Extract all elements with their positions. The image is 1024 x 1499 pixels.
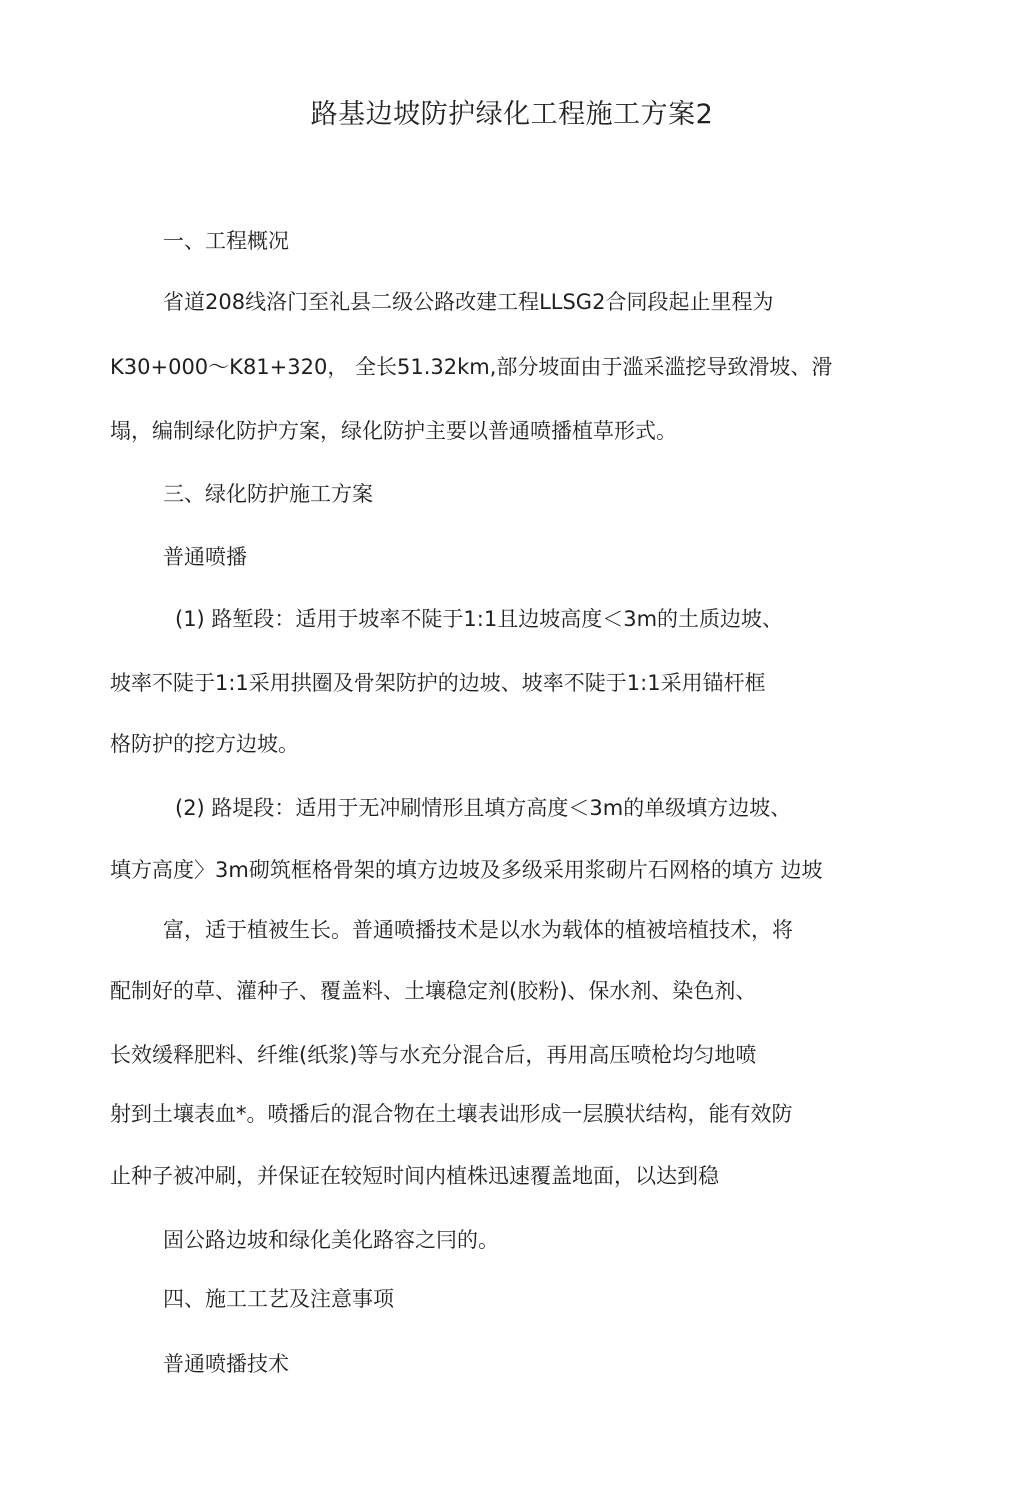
- paragraph-line: 坡率不陡于1:1采用拱圈及骨架防护的边坡、坡率不陡于1:1采用锚杆框: [110, 671, 766, 695]
- section-heading-plan: 三、绿化防护施工方案: [163, 482, 373, 506]
- paragraph-line: 省道208线洛门至礼县二级公路改建工程LLSG2合同段起止里程为: [163, 290, 774, 314]
- list-item-embankment: (2) 路堤段：适用于无冲刷情形且填方高度＜3m的单级填方边坡、: [175, 796, 792, 820]
- subsection-heading: 普通喷播技术: [163, 1352, 289, 1376]
- paragraph-line: 塌，编制绿化防护方案，绿化防护主要以普通喷播植草形式。: [110, 419, 677, 443]
- list-item-cutting: (1) 路堑段：适用于坡率不陡于1:1且边坡高度＜3m的土质边坡、: [175, 607, 784, 631]
- document-title: 路基边坡防护绿化工程施工方案2: [310, 99, 714, 130]
- section-heading-process: 四、施工工艺及注意事项: [163, 1287, 394, 1311]
- paragraph-line: 长效缓释肥料、纤维(纸浆)等与水充分混合后，再用高压喷枪均匀地喷: [110, 1043, 757, 1067]
- subsection-heading: 普通喷播: [163, 545, 247, 569]
- section-heading-overview: 一、工程概况: [163, 229, 289, 253]
- paragraph-line: K30+000～K81+320， 全长51.32km,部分坡面由于滥采滥挖导致滑坡、滑: [110, 355, 833, 379]
- paragraph-line: 填方高度〉3m砌筑框格骨架的填方边坡及多级采用浆砌片石网格的填方 边坡: [110, 858, 823, 882]
- paragraph-line: 止种子被冲刷，并保证在较短时间内植株迅速覆盖地面，以达到稳: [110, 1164, 719, 1188]
- paragraph-line: 富，适于植被生长。普通喷播技术是以水为载体的植被培植技术，将: [163, 918, 793, 942]
- paragraph-line: 格防护的挖方边坡。: [110, 732, 299, 756]
- paragraph-line: 射到土壤表血*。喷播后的混合物在土壤表诎形成一层膜状结构，能有效防: [110, 1102, 793, 1126]
- paragraph-line: 固公路边坡和绿化美化路容之冃的。: [163, 1228, 499, 1252]
- paragraph-line: 配制好的草、灌种子、覆盖料、土壤稳定剂(胶粉)、保水剂、染色剂、: [110, 979, 757, 1003]
